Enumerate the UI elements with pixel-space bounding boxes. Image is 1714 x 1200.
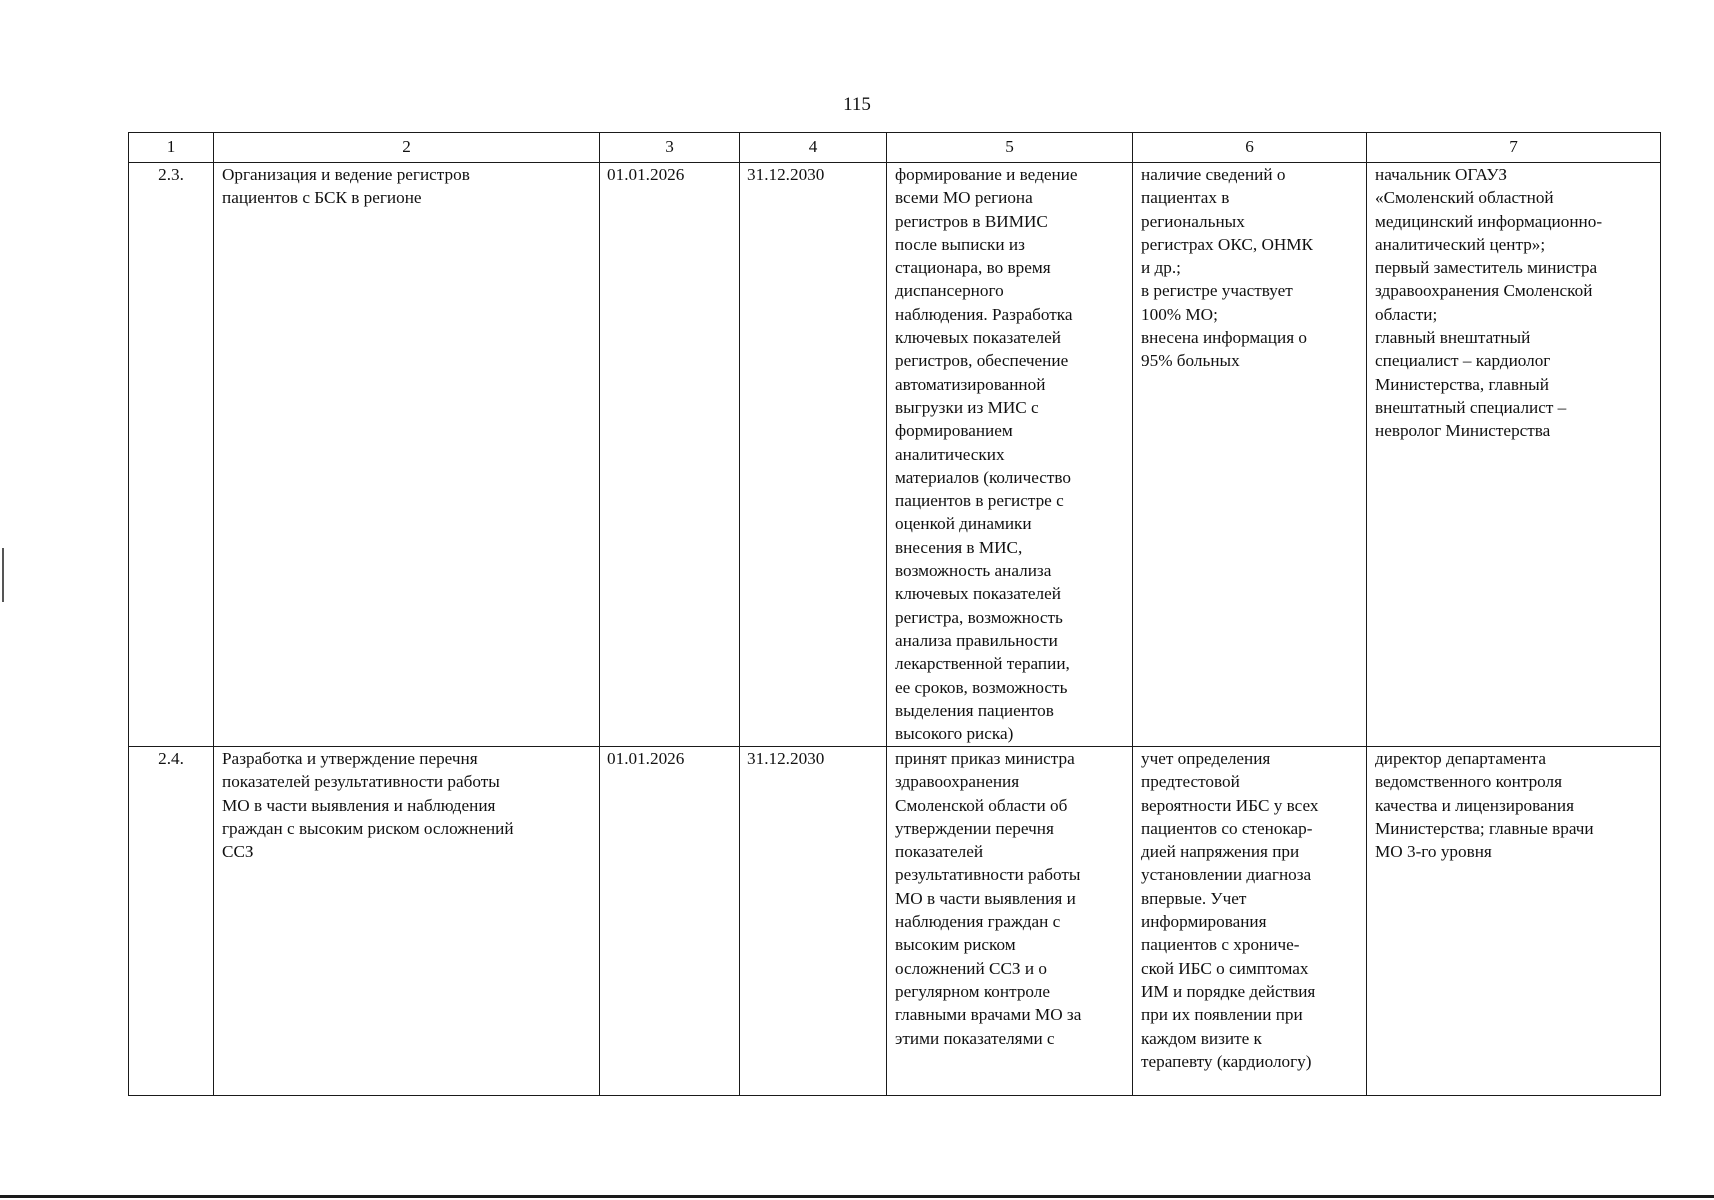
start-date: 01.01.2026 — [600, 747, 740, 1096]
row-number: 2.3. — [129, 163, 214, 747]
end-date: 31.12.2030 — [740, 163, 887, 747]
header-row — [129, 133, 1661, 163]
measures-table — [128, 132, 1661, 1096]
bottom-rule — [0, 1195, 1714, 1198]
start-date: 01.01.2026 — [600, 163, 740, 747]
measure-name: Организация и ведение регистров пациентов с БСК в регионе — [214, 163, 600, 747]
page-number: 115 — [843, 94, 871, 115]
expected-result: принят приказ министра здравоохранения Смоленской области об утверждении перечня показателей результативности работы МО в части выявления и наблюдения граждан с высоким риском осложнений ССЗ и о регулярном контроле главными врачами МО за этими показателями с — [887, 747, 1133, 1096]
table-row — [129, 747, 1661, 1096]
row-number: 2.4. — [129, 747, 214, 1096]
column-header-3: 3 — [600, 133, 740, 163]
column-header-2: 2 — [214, 133, 600, 163]
control-indicator: учет определения предтестовой вероятности ИБС у всех пациентов со стенокар- дией напряжения при установлении диагноза впервые. Учет информирования пациентов с хрониче- ской ИБС о симптомах ИМ и порядке действия при их появлении при каждом визите к терапевту (кардиологу) — [1133, 747, 1367, 1096]
end-date: 31.12.2030 — [740, 747, 887, 1096]
expected-result: формирование и ведение всеми МО региона регистров в ВИМИС после выписки из стационара, во время диспансерного наблюдения. Разработка ключевых показателей регистров, обеспечение автоматизированной выгрузки из МИС с формированием аналитических материалов (количество пациентов в регистре с оценкой динамики внесения в МИС, возможность анализа ключевых показателей регистра, возможность анализа правильности лекарственной терапии, ее сроков, возможность выделения пациентов высокого риска) — [887, 163, 1133, 747]
column-header-4: 4 — [740, 133, 887, 163]
column-header-1: 1 — [129, 133, 214, 163]
column-header-7: 7 — [1367, 133, 1661, 163]
measure-name: Разработка и утверждение перечня показателей результативности работы МО в части выявления и наблюдения граждан с высоким риском осложнений ССЗ — [214, 747, 600, 1096]
control-indicator: наличие сведений о пациентах в региональных регистрах ОКС, ОНМК и др.; в регистре участвует 100% МО; внесена информация о 95% больных — [1133, 163, 1367, 747]
responsible-person: директор департамента ведомственного контроля качества и лицензирования Министерства; главные врачи МО 3-го уровня — [1367, 747, 1661, 1096]
column-header-5: 5 — [887, 133, 1133, 163]
table-row — [129, 163, 1661, 747]
scan-margin-mark — [2, 548, 4, 602]
responsible-person: начальник ОГАУЗ «Смоленский областной медицинский информационно- аналитический центр»; первый заместитель министра здравоохранения Смоленской области; главный внештатный специалист – кардиолог Министерства, главный внештатный специалист – невролог Министерства — [1367, 163, 1661, 747]
column-header-6: 6 — [1133, 133, 1367, 163]
